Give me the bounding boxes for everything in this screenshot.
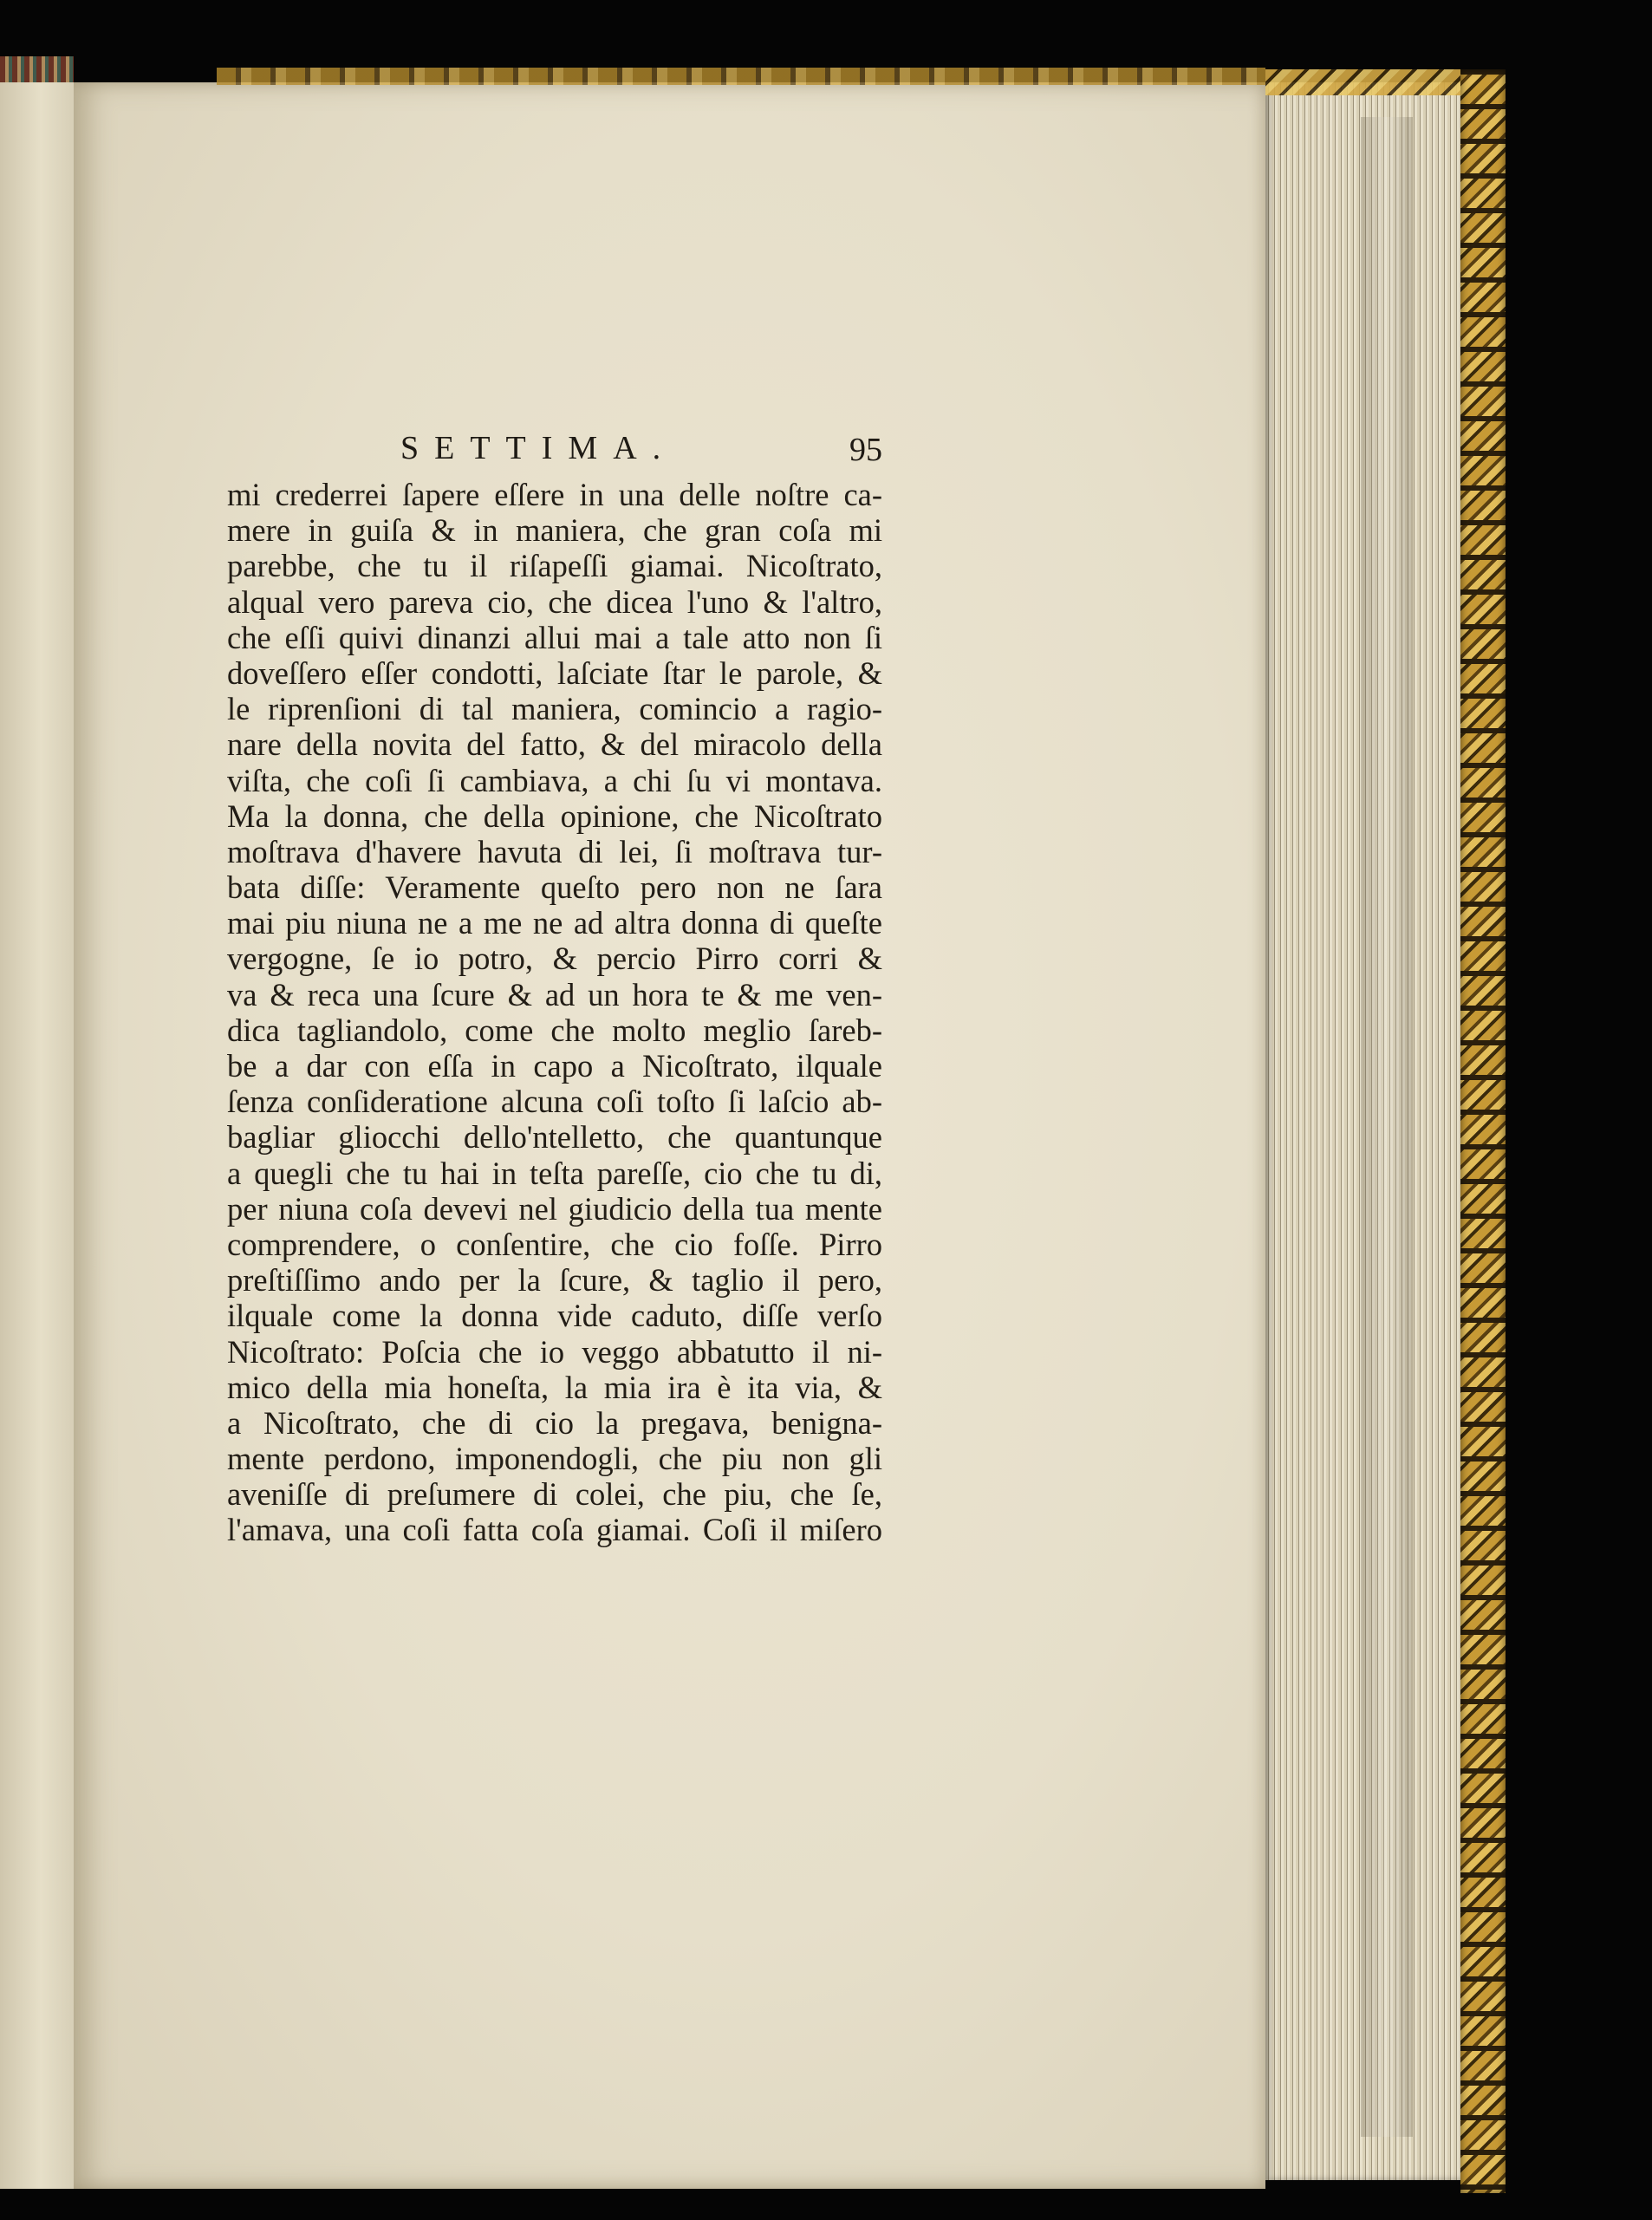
text-line: be a dar con eſſa in capo a Nicoſtrato, ilquale [227, 1048, 882, 1084]
text-line: bata diſſe: Veramente queſto pero non ne ſara [227, 869, 882, 906]
body-text [227, 477, 882, 1548]
text-line: viſta, che coſi ſi cambiava, a chi ſu vi montava. [227, 762, 882, 798]
page-header [227, 429, 882, 471]
text-line: preſtiſſimo ando per la ſcure, & taglio il pero, [227, 1262, 882, 1299]
running-head: SETTIMA. [400, 430, 677, 466]
headband [0, 56, 74, 82]
text-line: bagliar gliocchi dello'ntelletto, che quantunque [227, 1119, 882, 1156]
text-line: Nicoſtrato: Poſcia che io veggo abbatutto il ni- [227, 1333, 882, 1370]
text-line: per niuna coſa devevi nel giudicio della tua mente [227, 1190, 882, 1227]
text-line: che eſſi quivi dinanzi allui mai a tale atto non ſi [227, 619, 882, 655]
text-line: l'amava, una coſi fatta coſa giamai. Coſi il miſero [227, 1512, 882, 1548]
text-line: mai piu niuna ne a me ne ad altra donna di queſte [227, 905, 882, 941]
text-line: Ma la donna, che della opinione, che Nicoſtrato [227, 798, 882, 834]
text-line: alqual vero pareva cio, che dicea l'uno & l'altro, [227, 583, 882, 620]
text-line: vergogne, ſe io potro, & percio Pirro corri & [227, 941, 882, 977]
gilt-spine [1460, 69, 1506, 2193]
gilt-top-edge [217, 68, 1265, 85]
text-line: nare della novita del fatto, & del miracolo della [227, 726, 882, 763]
text-line: mi crederrei ſapere eſſere in una delle noſtre ca- [227, 477, 882, 512]
text-line: ſenza conſideratione alcuna coſi toſto ſi laſcio ab- [227, 1084, 882, 1120]
text-line: a quegli che tu hai in teſta pareſſe, cio che tu di, [227, 1155, 882, 1191]
text-line: va & reca una ſcure & ad un hora te & me ven- [227, 976, 882, 1012]
page-number: 95 [849, 432, 882, 468]
text-line: doveſſero eſſer condotti, laſciate ſtar le parole, & [227, 654, 882, 691]
text-line: mico della mia honeſta, la mia ira è ita via, & [227, 1369, 882, 1405]
text-line: mere in guiſa & in maniera, che gran coſa mi [227, 512, 882, 549]
page-block-edges [1265, 82, 1460, 2180]
text-line: parebbe, che tu il riſapeſſi giamai. Nicoſtrato, [227, 548, 882, 584]
page-edge-shade [1361, 117, 1413, 2137]
text-line: comprendere, o conſentire, che cio foſſe. Pirro [227, 1226, 882, 1262]
text-line: moſtrava d'havere havuta di lei, ſi moſtrava tur- [227, 833, 882, 869]
text-line: le riprenſioni di tal maniera, comincio a ragio- [227, 691, 882, 727]
text-line: mente perdono, imponendogli, che piu non gli [227, 1441, 882, 1477]
text-line: a Nicoſtrato, che di cio la pregava, benigna- [227, 1404, 882, 1441]
text-line: ilquale come la donna vide caduto, diſſe verſo [227, 1298, 882, 1334]
text-line: aveniſſe di preſumere di colei, che piu, che ſe, [227, 1476, 882, 1513]
text-line: dica tagliandolo, come che molto meglio ſareb- [227, 1012, 882, 1048]
facing-page-edge [0, 82, 75, 2189]
